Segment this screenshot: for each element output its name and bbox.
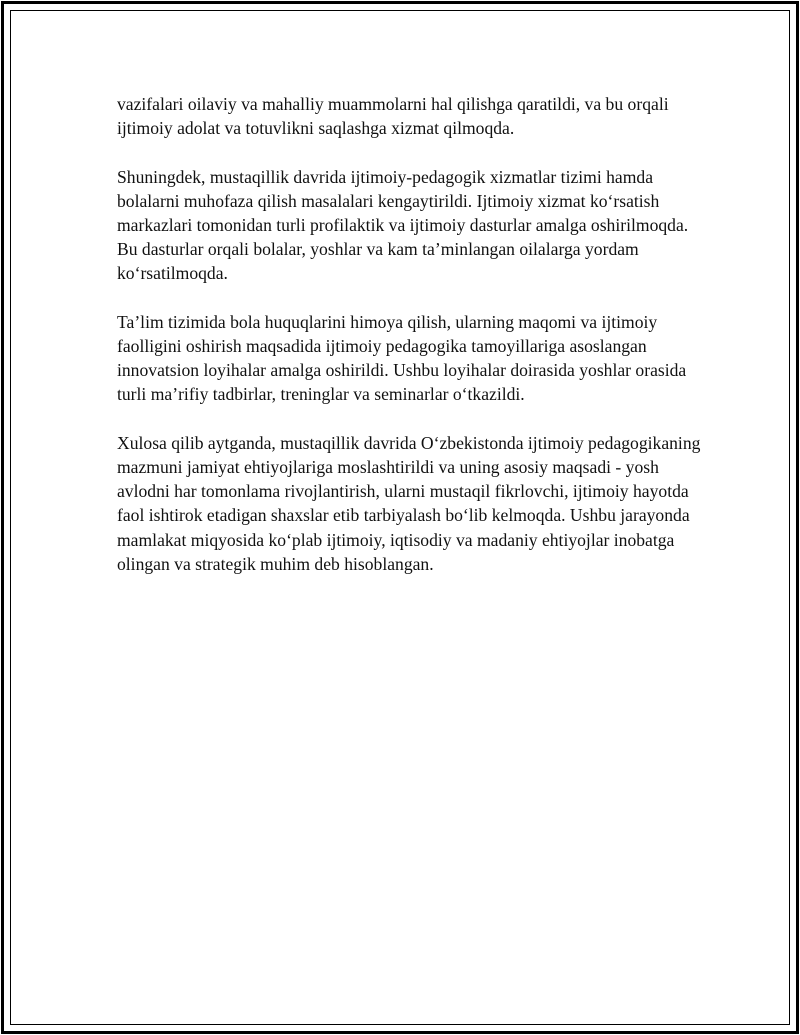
paragraph: Ta’lim tizimida bola huquqlarini himoya qilish, ularning maqomi va ijtimoiy faolligini oshirish maqsadida ijtimoiy pedagogika tamoyillariga asoslangan innovatsion loyihalar amalga oshirildi. Ushbu loyihalar doirasida yoshlar orasida turli ma’rifiy tadbirlar, treninglar va seminarlar o‘tkazildi. bbox=[117, 311, 687, 405]
paragraph: Xulosa qilib aytganda, mustaqillik davrida O‘zbekistonda ijtimoiy pedagogikaning mazmuni jamiyat ehtiyojlariga moslashtirildi va uning asosiy maqsadi - yosh avlodni har tomonlama rivojlantirish, ularni mustaqil fikrlovchi, ijtimoiy hayotda faol ishtirok etadigan shaxslar etib tarbiyalash bo‘lib kelmoqda. Ushbu jarayonda mamlakat miqyosida ko‘plab ijtimoiy, iqtisodiy va madaniy ehtiyojlar inobatga olingan va strategik muhim deb hisoblangan. bbox=[117, 432, 701, 574]
document-body bbox=[117, 92, 707, 600]
paragraph: vazifalari oilaviy va mahalliy muammolarni hal qilishga qaratildi, va bu orqali ijtimoiy adolat va totuvlikni saqlashga xizmat qilmoqda. bbox=[117, 94, 669, 139]
paragraph: Shuningdek, mustaqillik davrida ijtimoiy-pedagogik xizmatlar tizimi hamda bolalarni muhofaza qilish masalalari kengaytirildi. Ijtimoiy xizmat ko‘rsatish markazlari tomonidan turli profilaktik va ijtimoiy dasturlar amalga oshirilmoqda. Bu dasturlar orqali bolalar, yoshlar va kam ta’minlangan oilalarga yordam ko‘rsatilmoqda. bbox=[117, 166, 689, 284]
